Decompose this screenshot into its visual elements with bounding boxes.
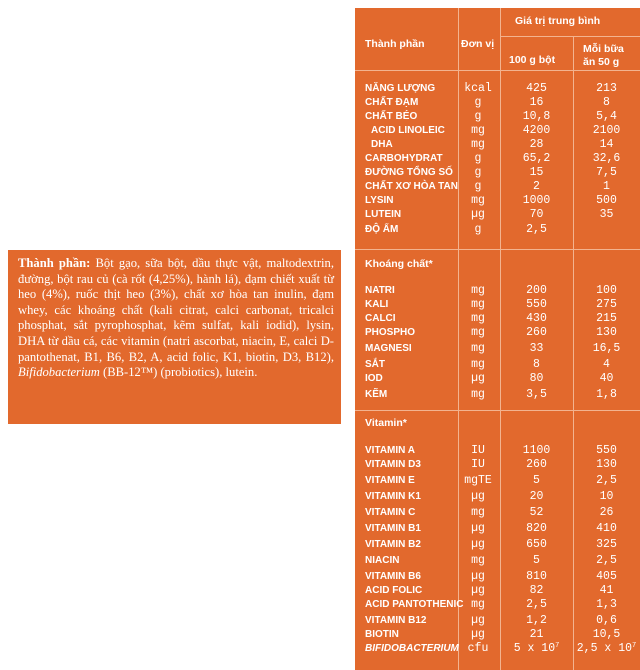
table-row (355, 598, 640, 612)
table-row (355, 490, 640, 504)
vitamin-per100: 810 (526, 570, 547, 583)
nutrient-per100: 65,2 (522, 152, 551, 165)
vitamin-unit: IU (471, 444, 485, 457)
header-average: Giá trị trung bình (515, 15, 601, 27)
vitamin-name: VITAMIN E (365, 475, 415, 486)
nutrient-serving: 7,5 (596, 166, 617, 179)
header-line (355, 70, 640, 71)
nutrient-name: CARBOHYDRAT (365, 153, 443, 164)
nutrient-name: LYSIN (365, 195, 394, 206)
mineral-per100: 550 (526, 298, 547, 311)
mineral-serving: 16,5 (592, 342, 621, 355)
table-row (355, 628, 640, 642)
vitamin-serving: 0,6 (596, 614, 617, 627)
vitamin-name: ACID FOLIC (365, 585, 423, 596)
vitamin-serving: 550 (596, 444, 617, 457)
nutrient-per100: 28 (529, 138, 544, 151)
vitamin-serving: 26 (599, 506, 614, 519)
nutrient-per100: 2,5 (526, 223, 547, 236)
vitamin-serving (573, 642, 640, 655)
table-row (355, 96, 640, 110)
vitamin-name: VITAMIN D3 (365, 459, 421, 470)
nutrient-name: CHẤT BÉO (365, 111, 418, 122)
vitamin-unit: mg (471, 598, 485, 611)
table-row (355, 570, 640, 584)
nutrient-name: ĐƯỜNG TỔNG SỐ (365, 167, 453, 178)
mineral-serving: 100 (596, 284, 617, 297)
header-unit: Đơn vị (461, 38, 495, 50)
nutrient-unit: g (474, 166, 482, 179)
table-row (355, 312, 640, 326)
nutrient-per100: 425 (526, 82, 547, 95)
mineral-unit: mg (471, 358, 485, 371)
mineral-unit: mg (471, 298, 485, 311)
vitamin-serving: 130 (596, 458, 617, 471)
table-row (355, 124, 640, 138)
vitamin-per100 (500, 642, 573, 655)
ingredients-box (8, 250, 341, 424)
nutrient-unit: g (474, 110, 482, 123)
nutrient-unit: g (474, 152, 482, 165)
mineral-unit: mg (471, 342, 485, 355)
nutrient-name: ĐỘ ẨM (365, 224, 399, 235)
mineral-name: KALI (365, 299, 389, 310)
nutrient-serving: 5,4 (596, 110, 617, 123)
nutrient-per100: 16 (529, 96, 544, 109)
mineral-per100: 430 (526, 312, 547, 325)
table-row (355, 538, 640, 552)
mineral-name: SẮT (365, 359, 385, 370)
vitamin-name: ACID PANTOTHENIC (365, 599, 464, 610)
nutrient-unit: mg (471, 124, 485, 137)
mineral-serving: 1,8 (596, 388, 617, 401)
ingredients-text-end: (BB-12™) (probiotics), lutein. (99, 365, 258, 380)
vitamin-serving: 410 (596, 522, 617, 535)
mineral-unit: mg (471, 326, 485, 339)
vitamin-per100: 5 (533, 554, 540, 567)
table-row (355, 326, 640, 340)
per100-exponent: 7 (555, 642, 560, 650)
nutrient-unit: µg (471, 208, 485, 221)
mineral-per100: 260 (526, 326, 547, 339)
vitamin-per100: 82 (529, 584, 544, 597)
header-ingredient: Thành phần (365, 38, 425, 50)
header-line-average (500, 36, 640, 37)
nutrient-per100: 2 (533, 180, 540, 193)
vitamin-name: VITAMIN B2 (365, 539, 421, 550)
nutrient-per100: 15 (529, 166, 544, 179)
table-row (355, 180, 640, 194)
vitamin-per100: 52 (529, 506, 544, 519)
vitamin-name: NIACIN (365, 555, 400, 566)
vitamin-serving: 41 (599, 584, 614, 597)
table-row (355, 166, 640, 180)
vitamin-unit: µg (471, 614, 485, 627)
vitamin-name: VITAMIN C (365, 507, 416, 518)
ingredients-text: Bột gạo, sữa bột, dầu thực vật, maltodextrin, đường, bột rau củ (cà rốt (4,25%), hành lá), đạm chiết xuất từ heo (4%), ruốc thịt heo (3%), chất xơ hòa tan inulin, đạm whey, các khoáng chất (kali citrat, calci carbonat, tricalci phosphat, sắt pyrophosphat, kẽm sulfat, kali iodid), lysin, DHA từ dầu cá, các vitamin (natri ascorbat, niacin, E, calci D-pantothenat, B1, B6, B2, A, acid folic, K1, biotin, D3, B12), (18, 256, 334, 364)
nutrient-serving: 1 (603, 180, 610, 193)
mineral-name: CALCI (365, 313, 396, 324)
nutrient-per100: 4200 (522, 124, 551, 137)
header-per100: 100 g bột (509, 54, 556, 66)
mineral-per100: 8 (533, 358, 540, 371)
table-row (355, 110, 640, 124)
serving-base: 2,5 x 10 (576, 642, 632, 655)
table-row (355, 152, 640, 166)
vitamin-serving: 325 (596, 538, 617, 551)
mineral-per100: 3,5 (526, 388, 547, 401)
vitamin-unit: µg (471, 570, 485, 583)
per100-base: 5 x 10 (513, 642, 556, 655)
vitamin-per100: 1100 (522, 444, 551, 457)
nutrient-unit: g (474, 223, 482, 236)
table-row (355, 342, 640, 356)
vitamin-serving: 405 (596, 570, 617, 583)
vitamin-name: VITAMIN K1 (365, 491, 421, 502)
vitamin-name: BIFIDOBACTERIUM (365, 643, 459, 654)
table-row (355, 82, 640, 96)
nutrient-serving: 35 (599, 208, 614, 221)
section-line-vitamins (355, 410, 640, 411)
section-line-minerals (355, 249, 640, 250)
mineral-serving: 275 (596, 298, 617, 311)
table-row (355, 584, 640, 598)
table-row (355, 642, 640, 656)
nutrient-name: CHẤT XƠ HÒA TAN (365, 181, 458, 192)
table-row (355, 506, 640, 520)
nutrient-unit: g (474, 96, 482, 109)
nutrient-unit: mg (471, 194, 485, 207)
mineral-name: IOD (365, 373, 383, 384)
mineral-unit: mg (471, 312, 485, 325)
mineral-name: NATRI (365, 285, 395, 296)
vitamin-per100: 820 (526, 522, 547, 535)
header-serving-line2: ăn 50 g (583, 56, 620, 68)
mineral-name: MAGNESI (365, 343, 412, 354)
table-row (355, 358, 640, 372)
serving-exponent: 7 (632, 642, 637, 650)
mineral-serving: 4 (603, 358, 610, 371)
table-row (355, 372, 640, 386)
nutrient-name: DHA (371, 139, 393, 150)
vitamin-unit: µg (471, 538, 485, 551)
vitamin-unit: µg (471, 628, 485, 641)
vitamin-unit: µg (471, 522, 485, 535)
vitamin-unit: IU (471, 458, 485, 471)
vitamin-serving: 10,5 (592, 628, 621, 641)
nutrient-serving: 2100 (592, 124, 621, 137)
table-row (355, 614, 640, 628)
vitamin-serving: 10 (599, 490, 614, 503)
vitamin-per100: 5 (533, 474, 540, 487)
table-row (355, 554, 640, 568)
table-row (355, 444, 640, 458)
vitamin-name: VITAMIN B12 (365, 615, 427, 626)
vitamin-per100: 650 (526, 538, 547, 551)
table-row (355, 223, 640, 237)
nutrient-unit: g (474, 180, 482, 193)
nutrient-name: CHẤT ĐẠM (365, 97, 419, 108)
nutrient-unit: kcal (464, 82, 492, 95)
mineral-unit: µg (471, 372, 485, 385)
ingredients-italic: Bifidobacterium (18, 365, 100, 380)
vitamin-name: BIOTIN (365, 629, 399, 640)
vitamin-name: VITAMIN A (365, 445, 415, 456)
vitamins-title: Vitamin* (365, 417, 407, 429)
table-row (355, 298, 640, 312)
vitamin-unit: mg (471, 506, 485, 519)
vitamin-serving: 2,5 (596, 474, 617, 487)
vitamin-per100: 260 (526, 458, 547, 471)
table-row (355, 138, 640, 152)
vitamin-unit: cfu (467, 642, 489, 655)
vitamin-per100: 20 (529, 490, 544, 503)
nutrient-per100: 10,8 (522, 110, 551, 123)
nutrient-per100: 70 (529, 208, 544, 221)
table-row (355, 474, 640, 488)
vitamin-unit: µg (471, 490, 485, 503)
table-row (355, 522, 640, 536)
nutrient-name: NĂNG LƯỢNG (365, 83, 436, 94)
nutrient-serving: 8 (603, 96, 610, 109)
mineral-per100: 80 (529, 372, 544, 385)
mineral-unit: mg (471, 388, 485, 401)
nutrient-serving: 500 (596, 194, 617, 207)
nutrient-name: LUTEIN (365, 209, 402, 220)
mineral-name: KẼM (365, 389, 388, 400)
vitamin-name: VITAMIN B1 (365, 523, 421, 534)
mineral-unit: mg (471, 284, 485, 297)
vitamin-unit: mg (471, 554, 485, 567)
nutrition-table (355, 8, 640, 670)
minerals-title: Khoáng chất* (365, 258, 433, 270)
mineral-serving: 40 (599, 372, 614, 385)
mineral-per100: 200 (526, 284, 547, 297)
table-row (355, 194, 640, 208)
vitamin-unit: µg (471, 584, 485, 597)
vitamin-serving: 2,5 (596, 554, 617, 567)
mineral-name: PHOSPHO (365, 327, 416, 338)
mineral-serving: 215 (596, 312, 617, 325)
nutrient-unit: mg (471, 138, 485, 151)
header-serving-line1: Mỗi bữa (583, 43, 624, 55)
nutrient-serving: 14 (599, 138, 614, 151)
table-row (355, 284, 640, 298)
table-row (355, 208, 640, 222)
vitamin-per100: 1,2 (526, 614, 547, 627)
vitamin-per100: 21 (529, 628, 544, 641)
vitamin-per100: 2,5 (526, 598, 547, 611)
nutrient-per100: 1000 (522, 194, 551, 207)
ingredients-lead: Thành phần: (18, 256, 91, 270)
nutrient-name: ACID LINOLEIC (371, 125, 445, 136)
vitamin-name: VITAMIN B6 (365, 571, 421, 582)
vitamin-unit: mgTE (464, 474, 492, 487)
table-row (355, 458, 640, 472)
table-row (355, 388, 640, 402)
vitamin-serving: 1,3 (596, 598, 617, 611)
nutrient-serving: 32,6 (592, 152, 621, 165)
nutrient-serving: 213 (596, 82, 617, 95)
mineral-serving: 130 (596, 326, 617, 339)
mineral-per100: 33 (529, 342, 544, 355)
